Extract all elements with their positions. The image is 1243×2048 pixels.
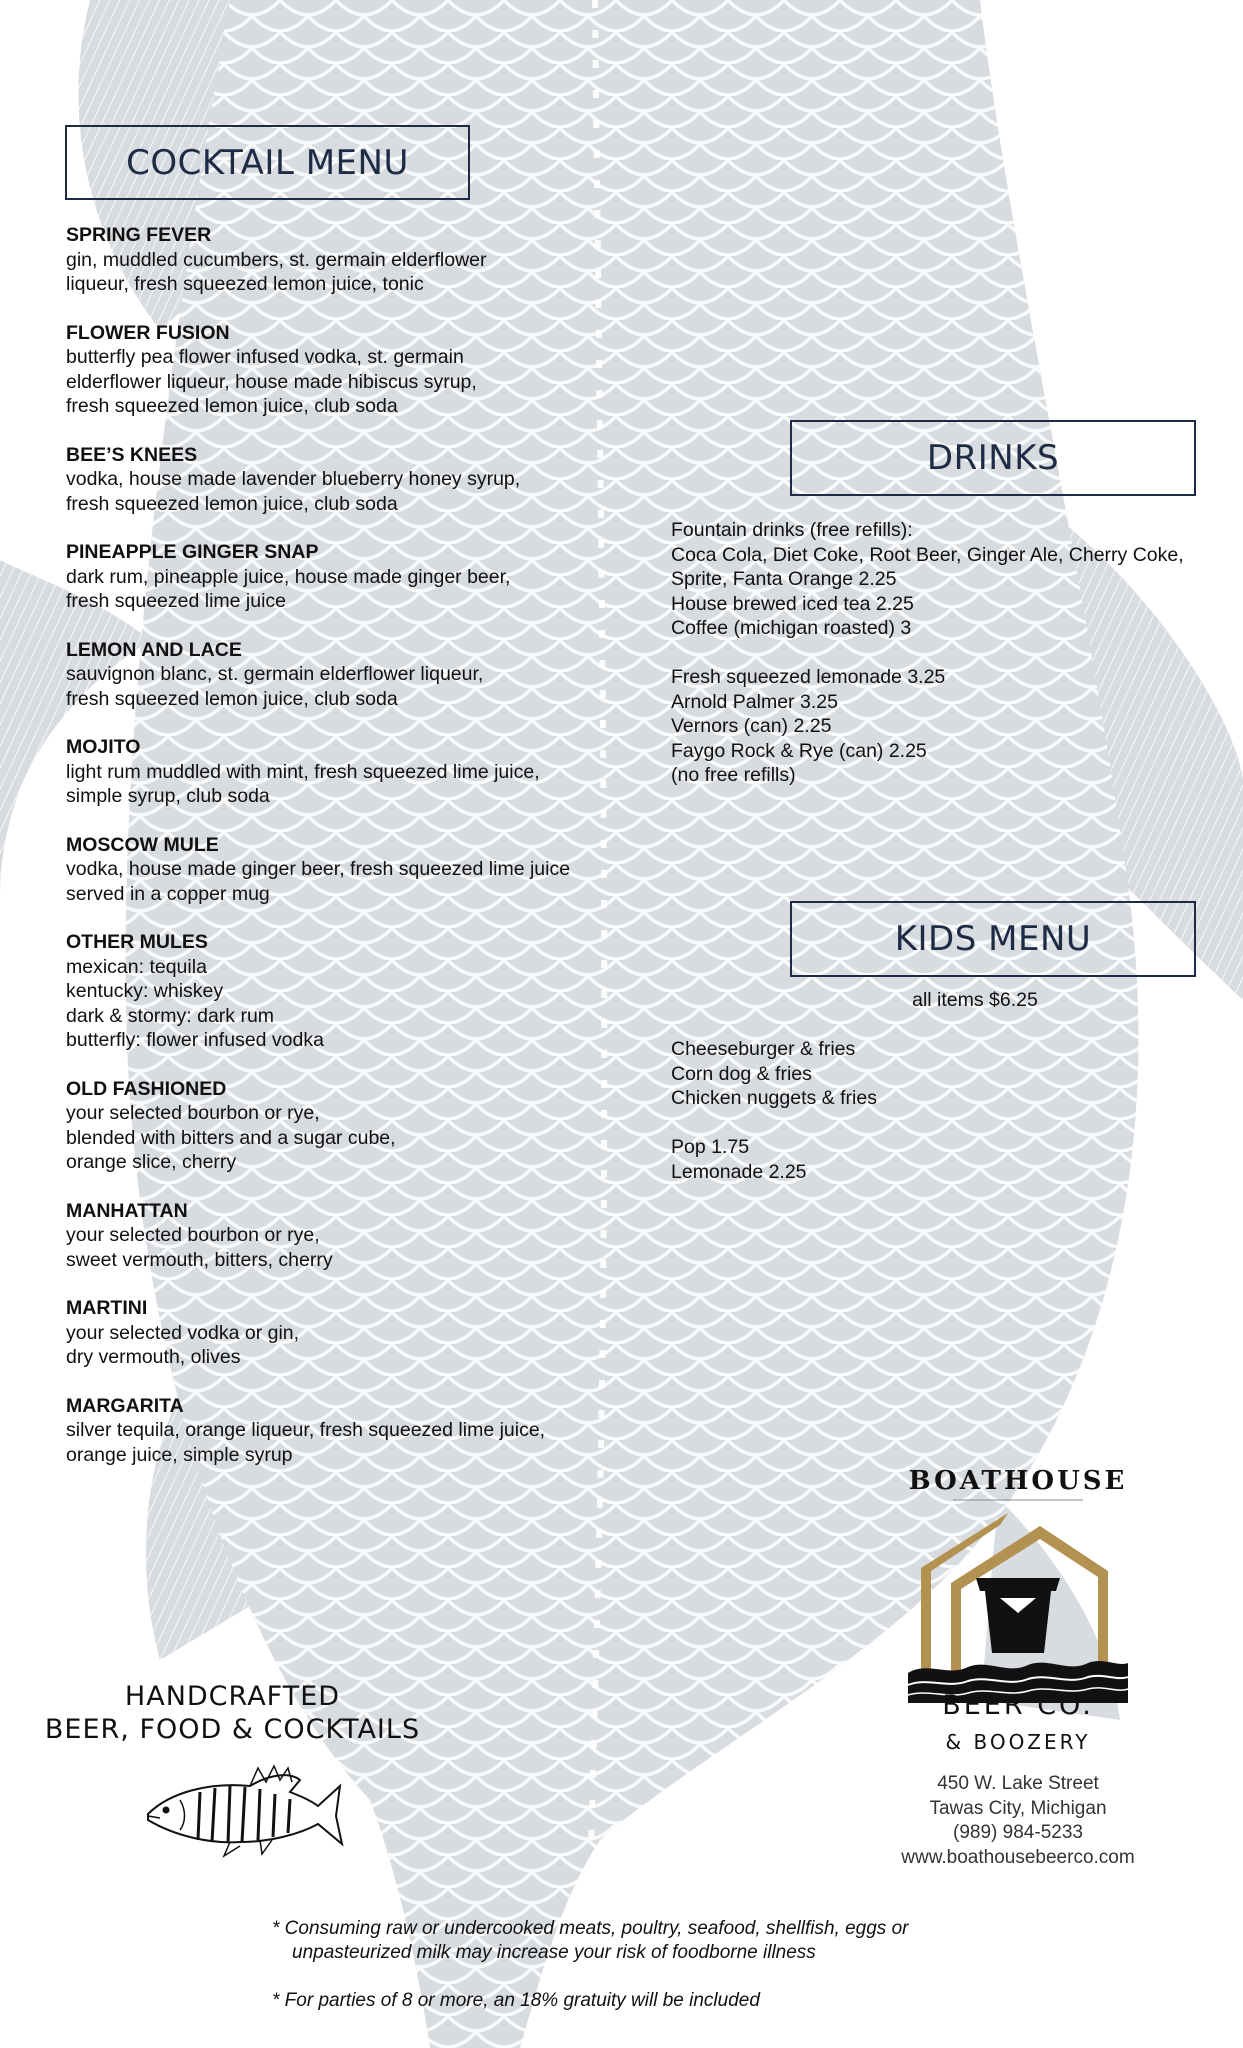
cocktail-description-line: fresh squeezed lime juice: [66, 590, 287, 612]
tagline: [40, 1680, 425, 1746]
cocktail-description-line: served in a copper mug: [66, 882, 270, 905]
drinks-line: Coffee (michigan roasted) 3: [671, 617, 912, 639]
cocktail-item: [66, 1199, 626, 1273]
footnote: [272, 1989, 1032, 2013]
kids-menu-subtitle-text: all items $6.25: [912, 989, 1038, 1011]
tagline-line-1: HANDCRAFTED: [124, 1681, 341, 1712]
cocktail-item: [66, 1077, 626, 1175]
kids-menu-line: Cheeseburger & fries: [671, 1038, 856, 1060]
cocktail-description-line: butterfly pea flower infused vodka, st. germain: [66, 346, 464, 368]
cocktail-name: MOSCOW MULE: [66, 833, 219, 856]
drinks-line: Sprite, Fanta Orange 2.25: [671, 568, 897, 590]
drinks-title: [790, 420, 1196, 496]
drinks-title-text: DRINKS: [926, 438, 1060, 478]
cocktail-description-line: butterfly: flower infused vodka: [66, 1029, 324, 1051]
drinks-line: Faygo Rock & Rye (can) 2.25: [671, 739, 927, 762]
spacer: [671, 1111, 1091, 1136]
address-phone: (989) 984-5233: [953, 1822, 1083, 1843]
logo-boathouse-text: BOATHOUSE: [908, 1466, 1128, 1496]
cocktail-description-line: liqueur, fresh squeezed lemon juice, tonic: [66, 273, 424, 295]
cocktail-name: PINEAPPLE GINGER SNAP: [66, 541, 319, 563]
perch-fish-icon: [140, 1756, 345, 1860]
cocktail-description-line: dark rum, pineapple juice, house made ginger beer,: [66, 565, 511, 588]
address-website: www.boathousebeerco.com: [901, 1846, 1135, 1868]
footnotes: [272, 1917, 1032, 2013]
cocktail-item: [66, 321, 626, 419]
drinks-line: Vernors (can) 2.25: [671, 715, 832, 737]
cocktail-description-line: vodka, house made ginger beer, fresh squeezed lime juice: [66, 858, 571, 880]
cocktail-name: LEMON AND LACE: [66, 638, 242, 661]
cocktail-item: [66, 223, 626, 297]
address-street: 450 W. Lake Street: [937, 1773, 1099, 1794]
cocktail-description-line: fresh squeezed lemon juice, club soda: [66, 687, 398, 710]
cocktail-description-line: sweet vermouth, bitters, cherry: [66, 1248, 333, 1271]
cocktail-menu-title-text: COCKTAIL MENU: [126, 142, 409, 183]
cocktail-menu-title: [65, 125, 470, 200]
cocktail-name: MARTINI: [66, 1297, 148, 1319]
drinks-line: House brewed iced tea 2.25: [671, 592, 914, 615]
footnote-line: * For parties of 8 or more, an 18% gratuity will be included: [272, 1990, 760, 2011]
cocktail-description-line: gin, muddled cucumbers, st. germain elderflower: [66, 248, 487, 271]
cocktail-description-line: light rum muddled with mint, fresh squeezed lime juice,: [66, 760, 540, 783]
kids-menu-line: Chicken nuggets & fries: [671, 1087, 877, 1109]
cocktail-name: BEE’S KNEES: [66, 443, 198, 466]
drinks-line: Arnold Palmer 3.25: [671, 690, 838, 713]
cocktail-item: [66, 638, 626, 712]
cocktail-name: OTHER MULES: [66, 931, 208, 953]
cocktail-name: MANHATTAN: [66, 1199, 188, 1222]
cocktail-item: [66, 540, 626, 614]
cocktail-description-line: dark & stormy: dark rum: [66, 1004, 275, 1027]
cocktail-description-line: silver tequila, orange liqueur, fresh squeezed lime juice,: [66, 1419, 546, 1441]
cocktail-description-line: vodka, house made lavender blueberry honey syrup,: [66, 468, 521, 490]
cocktail-description-line: orange slice, cherry: [66, 1151, 237, 1173]
cocktail-description-line: elderflower liqueur, house made hibiscus syrup,: [66, 370, 477, 393]
tagline-line-2: BEER, FOOD & COCKTAILS: [44, 1714, 421, 1745]
address-block: [858, 1772, 1178, 1870]
cocktail-item: [66, 735, 626, 809]
drinks-line: (no free refills): [671, 764, 796, 786]
kids-menu-title-text: KIDS MENU: [894, 919, 1092, 959]
footnote: [272, 1917, 1032, 1965]
logo-beer-co-text: BEER CO.: [942, 1690, 1094, 1721]
kids-menu-list: [671, 1037, 1091, 1184]
cocktail-description-line: fresh squeezed lemon juice, club soda: [66, 492, 398, 515]
cocktail-description-line: your selected bourbon or rye,: [66, 1224, 320, 1246]
spacer: [671, 641, 1231, 666]
cocktail-description-line: kentucky: whiskey: [66, 980, 224, 1002]
cocktail-name: MARGARITA: [66, 1394, 184, 1417]
cocktail-name: OLD FASHIONED: [66, 1077, 227, 1100]
cocktail-name: SPRING FEVER: [66, 224, 212, 246]
cocktail-item: [66, 1394, 626, 1468]
logo-boozery-text: & BOOZERY: [945, 1730, 1091, 1754]
cocktail-description-line: mexican: tequila: [66, 955, 207, 978]
cocktail-name: MOJITO: [66, 736, 141, 758]
cocktail-item: [66, 833, 626, 907]
cocktail-item: [66, 443, 626, 517]
cocktail-description-line: orange juice, simple syrup: [66, 1443, 293, 1466]
cocktail-description-line: sauvignon blanc, st. germain elderflower liqueur,: [66, 663, 484, 685]
drinks-list: [671, 518, 1231, 788]
address-city: Tawas City, Michigan: [929, 1797, 1107, 1819]
cocktail-description-line: fresh squeezed lemon juice, club soda: [66, 395, 398, 417]
cocktail-description-line: your selected vodka or gin,: [66, 1321, 300, 1344]
drinks-line: Fountain drinks (free refills):: [671, 519, 913, 541]
footnote-line: * Consuming raw or undercooked meats, poultry, seafood, shellfish, eggs or: [272, 1918, 909, 1939]
kids-menu-line: Lemonade 2.25: [671, 1160, 807, 1183]
cocktail-list: [66, 223, 626, 1491]
cocktail-description-line: your selected bourbon or rye,: [66, 1102, 320, 1124]
cocktail-item: [66, 1296, 626, 1370]
cocktail-item: [66, 930, 626, 1053]
cocktail-description-line: simple syrup, club soda: [66, 785, 270, 807]
kids-menu-title: [790, 901, 1196, 977]
cocktail-description-line: dry vermouth, olives: [66, 1346, 241, 1368]
kids-menu-subtitle: [790, 988, 1160, 1013]
kids-menu-line: Pop 1.75: [671, 1136, 750, 1158]
cocktail-name: FLOWER FUSION: [66, 321, 230, 344]
drinks-line: Fresh squeezed lemonade 3.25: [671, 666, 946, 688]
kids-menu-line: Corn dog & fries: [671, 1062, 812, 1085]
drinks-line: Coca Cola, Diet Coke, Root Beer, Ginger Ale, Cherry Coke,: [671, 543, 1184, 566]
cocktail-description-line: blended with bitters and a sugar cube,: [66, 1126, 396, 1149]
footnote-line: unpasteurized milk may increase your risk of foodborne illness: [292, 1942, 816, 1963]
